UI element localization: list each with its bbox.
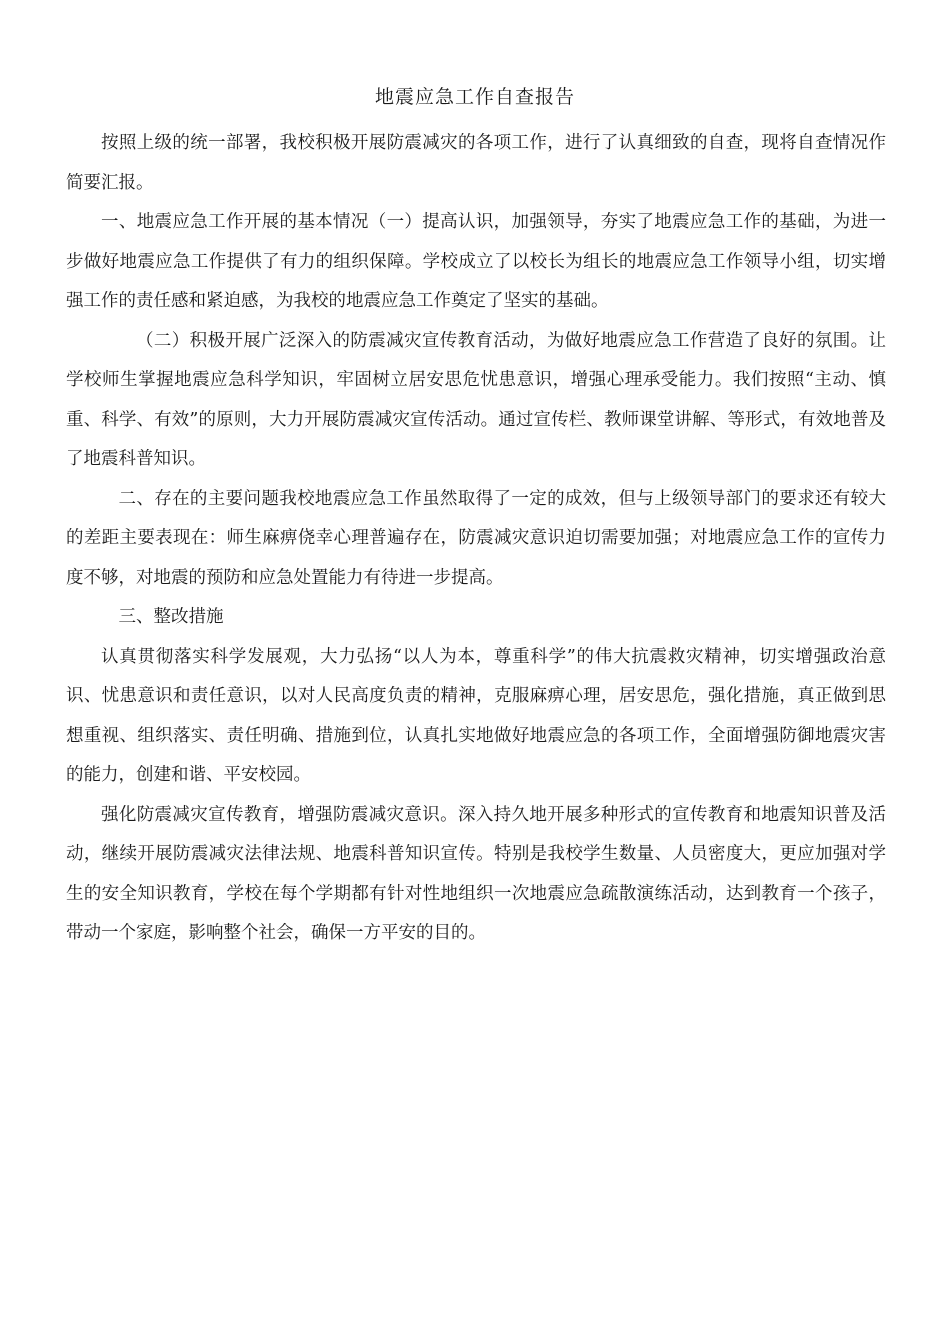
- paragraph-section-one: 一、地震应急工作开展的基本情况（一）提高认识，加强领导，夯实了地震应急工作的基础，为进一步做好地震应急工作提供了有力的组织保障。学校成立了以校长为组长的地震应急工作领导小组，切实增强工作的责任感和紧迫感，为我校的地震应急工作奠定了坚实的基础。: [66, 212, 886, 311]
- section-heading-rectification: 三、整改措施: [118, 607, 224, 627]
- paragraph-section-two: 二、存在的主要问题我校地震应急工作虽然取得了一定的成效，但与上级领导部门的要求还有较大的差距主要表现在：师生麻痹侥幸心理普遍存在，防震减灾意识迫切需要加强；对地震应急工作的宣传力度不够，对地震的预防和应急处置能力有待进一步提高。: [66, 488, 886, 588]
- paragraph-section-one-part-two: （二）积极开展广泛深入的防震减灾宣传教育活动，为做好地震应急工作营造了良好的氛围。让学校师生掌握地震应急科学知识，牢固树立居安思危忧患意识，增强心理承受能力。我们按照“主动、慎重、科学、有效”的原则，大力开展防震减灾宣传活动。通过宣传栏、教师课堂讲解、等形式，有效地普及了地震科普知识。: [66, 330, 886, 469]
- paragraph-rectification-one: 认真贯彻落实科学发展观，大力弘扬“以人为本，尊重科学”的伟大抗震救灾精神，切实增强政治意识、忧患意识和责任意识，以对人民高度负责的精神，克服麻痹心理，居安思危，强化措施，真正做到思想重视、组织落实、责任明确、措施到位，认真扎实地做好地震应急的各项工作，全面增强防御地震灾害的能力，创建和谐、平安校园。: [66, 646, 886, 785]
- document-body: [66, 124, 886, 954]
- document-title: 地震应急工作自查报告: [374, 86, 575, 108]
- paragraph-rectification-two: 强化防震减灾宣传教育，增强防震减灾意识。深入持久地开展多种形式的宣传教育和地震知识普及活动，继续开展防震减灾法律法规、地震科普知识宣传。特别是我校学生数量、人员密度大，更应加强对学生的安全知识教育，学校在每个学期都有针对性地组织一次地震应急疏散演练活动，达到教育一个孩子，带动一个家庭，影响整个社会，确保一方平安的目的。: [66, 804, 886, 943]
- paragraph-intro: 按照上级的统一部署，我校积极开展防震减灾的各项工作，进行了认真细致的自查，现将自查情况作简要汇报。: [66, 133, 886, 193]
